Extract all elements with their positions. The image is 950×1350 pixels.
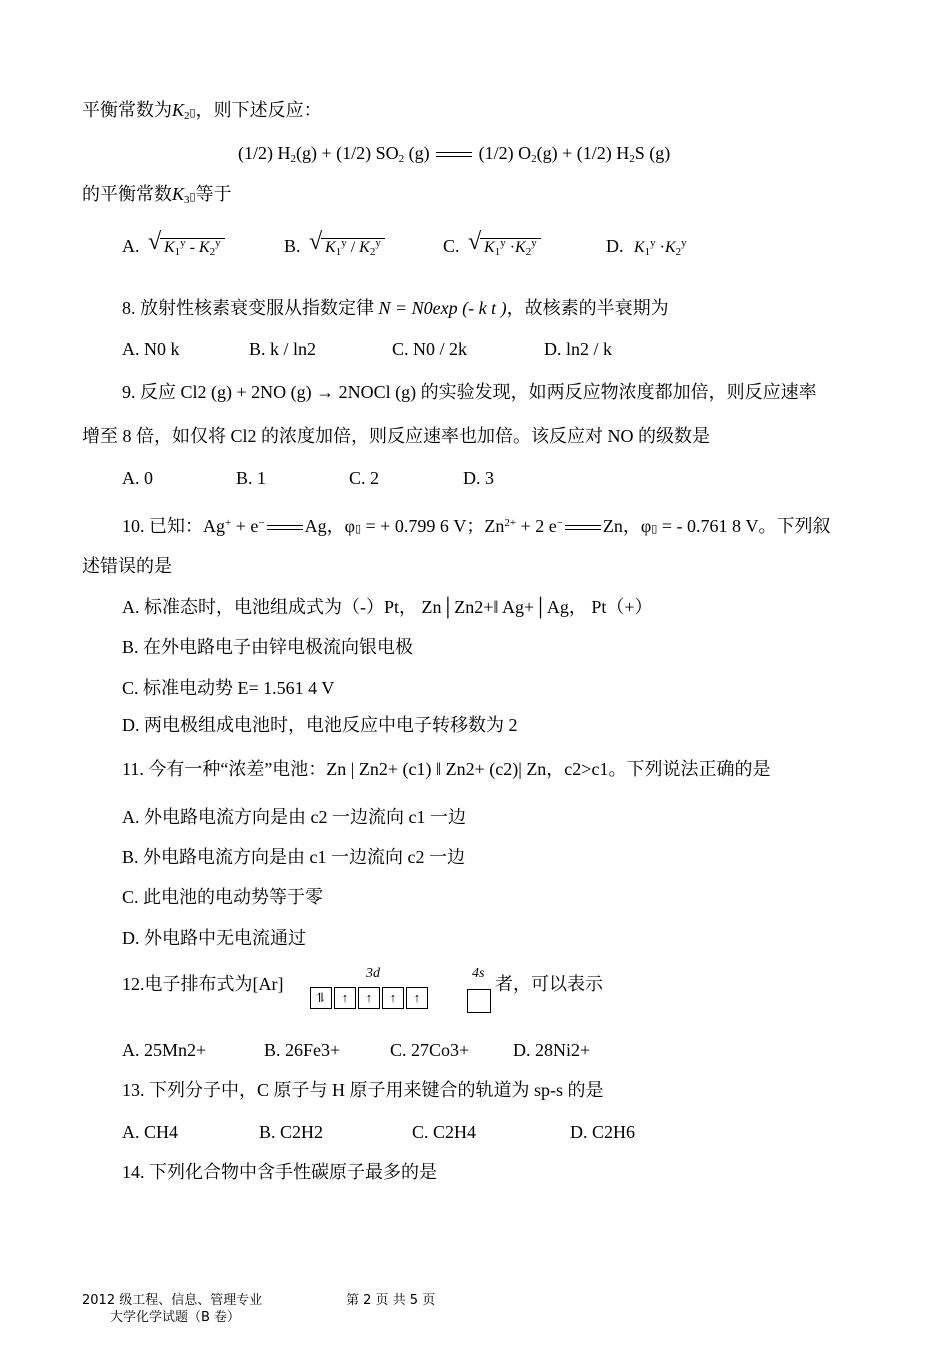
q11-option-c: C. 此电池的电动势等于零 bbox=[122, 887, 324, 907]
q13-option-b: B. C2H2 bbox=[259, 1122, 324, 1142]
q12-option-d: D. 28Ni2+ bbox=[513, 1040, 591, 1060]
q12-stem-pre: 12.电子排布式为[Ar] bbox=[122, 974, 284, 994]
q12-option-b: B. 26Fe3+ bbox=[264, 1040, 341, 1060]
q12-label-3d: 3d bbox=[366, 966, 380, 981]
q14-stem: 14. 下列化合物中含手性碳原子最多的是 bbox=[122, 1162, 437, 1182]
q7-line1: 平衡常数为$K_2▯$，则下述反应： bbox=[82, 100, 322, 122]
q12-stem-post: 者，可以表示 bbox=[495, 974, 603, 994]
orbital-box: ↑ bbox=[358, 987, 380, 1009]
q11-option-a: A. 外电路电流方向是由 c2 一边流向 c1 一边 bbox=[122, 807, 466, 827]
q9-option-a: A. 0 bbox=[122, 468, 153, 488]
q12-4s-orbital-box bbox=[467, 989, 493, 1013]
q12-option-a: A. 25Mn2+ bbox=[122, 1040, 207, 1060]
footer-page-number: 第 2 页 共 5 页 bbox=[346, 1293, 436, 1308]
q11-option-d: D. 外电路中无电流通过 bbox=[122, 928, 306, 948]
q9-option-d: D. 3 bbox=[463, 468, 494, 488]
q13-stem: 13. 下列分子中，C 原子与 H 原子用来键合的轨道为 sp-s 的是 bbox=[122, 1080, 604, 1100]
q10-option-b: B. 在外电路电子由锌电极流向银电极 bbox=[122, 637, 414, 657]
orbital-box: ↑ bbox=[382, 987, 404, 1009]
q12-label-4s: 4s bbox=[472, 966, 485, 981]
q10-stem-line1: 10. 已知：Ag+ + e− Ag，φ▯ = + 0.799 6 V；$Zn^{2+} + 2$ e− Zn，φ▯ = - 0.761 8 V。下列叙 bbox=[122, 516, 831, 536]
q13-option-a: A. CH4 bbox=[122, 1122, 179, 1142]
q11-stem: 11. 今有一种“浓差”电池：Zn | Zn2+ (c1) ‖ Zn2+ (c2)| Zn，c2>c1。下列说法正确的是 bbox=[122, 759, 771, 779]
equilibrium-arrow-icon bbox=[565, 524, 601, 532]
orbital-box: ⥮ bbox=[310, 987, 332, 1009]
q10-option-d: D. 两电极组成电池时，电池反应中电子转移数为 2 bbox=[122, 715, 518, 735]
q9-stem-line1: 9. 反应 Cl2 (g) + 2NO (g) → 2NOCl (g) 的实验发现，如两反应物浓度都加倍，则反应速率 bbox=[122, 382, 817, 402]
q8-option-d: D. ln2 / k bbox=[544, 339, 613, 359]
equilibrium-arrow-icon bbox=[267, 524, 303, 532]
orbital-box-empty bbox=[467, 989, 491, 1013]
q7-option-a: A. √ $K_1^y - K_2^y$ bbox=[122, 232, 225, 263]
q12-3d-orbital-boxes bbox=[310, 987, 430, 1009]
q7-line3: 的平衡常数$K_3▯$等于 bbox=[82, 184, 232, 206]
q9-option-c: C. 2 bbox=[349, 468, 380, 488]
equilibrium-arrow-icon bbox=[436, 151, 472, 159]
q11-option-b: B. 外电路电流方向是由 c1 一边流向 c2 一边 bbox=[122, 847, 465, 867]
orbital-box: ↑ bbox=[334, 987, 356, 1009]
q12-option-c: C. 27Co3+ bbox=[390, 1040, 470, 1060]
q10-option-c: C. 标准电动势 E= 1.561 4 V bbox=[122, 678, 335, 698]
q10-option-a: A. 标准态时，电池组成式为（-）Pt， Zn│Zn2+‖ Ag+│Ag， Pt（+） bbox=[122, 597, 653, 617]
q13-option-c: C. C2H4 bbox=[412, 1122, 477, 1142]
q7-option-c: C. √ $K_1^y \cdot K_2^y$ bbox=[443, 232, 541, 263]
q9-stem-line2: 增至 8 倍，如仅将 Cl2 的浓度加倍，则反应速率也加倍。该反应对 NO 的级数是 bbox=[82, 426, 711, 446]
q8-option-a: A. N0 k bbox=[122, 339, 180, 359]
q8-option-c: C. N0 / 2k bbox=[392, 339, 468, 359]
q10-stem-line2: 述错误的是 bbox=[82, 556, 172, 576]
orbital-box: ↑ bbox=[406, 987, 428, 1009]
q7-option-b: B. √ $K_1^y / K_2^y$ bbox=[284, 232, 385, 263]
footer-course: 2012 级工程、信息、管理专业 bbox=[82, 1293, 263, 1308]
q8-stem: 8. 放射性核素衰变服从指数定律 N = N0exp (- k t )，故核素的半衰期为 bbox=[122, 298, 669, 318]
q13-option-d: D. C2H6 bbox=[570, 1122, 636, 1142]
q7-reaction: (1/2) $H_2(g) + (1/2)$ $SO_2$ (g) (1/2) $O_2(g) + (1/2)$ $H_2S$ (g) bbox=[238, 143, 671, 165]
footer-exam-title: 大学化学试题（B 卷） bbox=[110, 1310, 241, 1325]
q9-option-b: B. 1 bbox=[236, 468, 267, 488]
q7-option-d: D. $K_1^y \cdot K_2^y$ bbox=[606, 236, 687, 258]
q8-option-b: B. k / ln2 bbox=[249, 339, 317, 359]
